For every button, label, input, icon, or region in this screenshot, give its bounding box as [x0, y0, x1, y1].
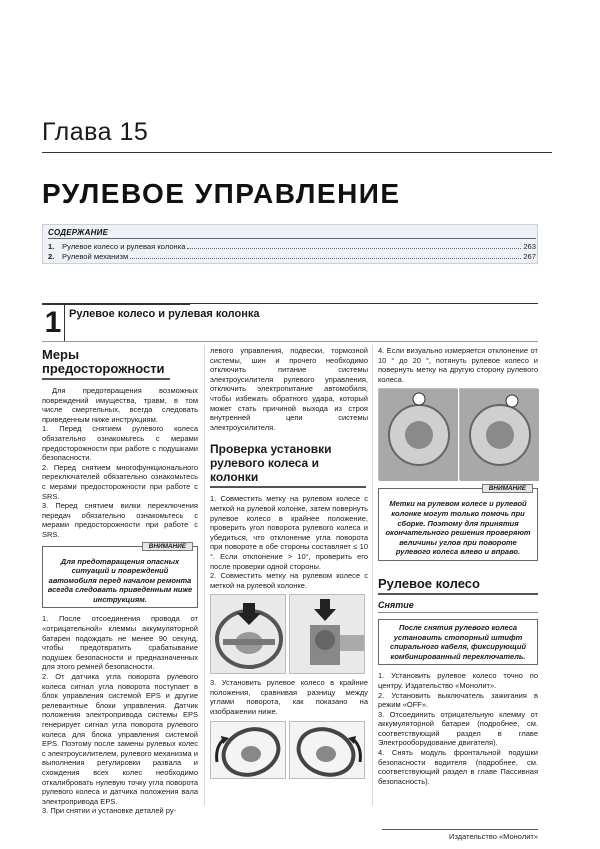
- removal-step: 4. Снять модуль фронтальной подушки безопасности водителя (подробнее, см. соответствующий раздел в главе Пассивная безопасность).: [378, 748, 538, 786]
- precaution-item: 1. Перед снятием рулевого колеса обязательно ознакомьтесь с мерами предосторожности при работе с подушками безопасности.: [42, 424, 198, 463]
- column-2: [210, 346, 368, 779]
- toc-heading: СОДЕРЖАНИЕ: [48, 228, 109, 237]
- removal-subheading: Снятие: [378, 599, 414, 610]
- note-box: [378, 619, 538, 665]
- section-divider: [64, 305, 65, 341]
- procedure-step: 1. После отсоединения провода от «отрицательной» клеммы аккумуляторной батареи подождать не менее 90 секунд, чтобы предотвратить срабатывание подушек безопасности и предназначенных для этого ремней безопасности.: [42, 614, 198, 672]
- column-separator: [204, 345, 205, 805]
- check-step: 1. Совместить метку на рулевом колесе с меткой на рулевой колонке, затем повернуть рулевое колесо в крайнее положение, проверить угол поворота рулевого колеса и убедиться, что отклонение угла поворота при повороте в обе стороны составляет ≤ 10 °. Если отклонение > 10°, проверить его после проверки одной стороны.: [210, 494, 368, 571]
- section-underline: [42, 341, 538, 342]
- publisher-footer: Издательство «Монолит»: [449, 832, 538, 841]
- column-separator: [372, 345, 373, 805]
- warning-tag: ВНИМАНИЕ: [142, 542, 193, 551]
- heading-underline: [378, 593, 538, 595]
- warning-text: Для предотвращения опасных ситуаций и повреждений автомобиля перед началом ремонта всегда следовать приведенным ниже инструкциям.: [47, 556, 193, 604]
- steering-wheel-heading: Рулевое колесо: [378, 575, 480, 591]
- removal-step: 3. Отсоединить отрицательную клемму от аккумуляторной батареи (подробнее, см. соответствующий раздел в главе Электрооборудование двигателя).: [378, 709, 538, 748]
- warning-tag: ВНИМАНИЕ: [482, 484, 533, 493]
- footer-divider: [382, 829, 538, 830]
- check-step: 4. Если визуально измеряется отклонение от 10 ° до 20 °, потянуть рулевое колесо и повернуть метку на другую сторону рулевого колеса.: [378, 346, 538, 384]
- toc-item[interactable]: [48, 252, 536, 261]
- precautions-heading-line1: Меры: [42, 347, 80, 362]
- warning-box: [378, 485, 538, 561]
- figure-row-3: [378, 388, 538, 480]
- steering-column-figure: [289, 594, 365, 674]
- toc-item-label: Рулевое колесо и рулевая колонка: [62, 242, 186, 251]
- warning-box: [42, 542, 198, 609]
- check-heading: Проверка установки рулевого колеса и колонки: [210, 442, 332, 485]
- removal-step: 2. Установить выключатель зажигания в режим «OFF».: [378, 690, 538, 710]
- toc-item-page: 267: [523, 252, 536, 261]
- chapter-label: Глава 15: [42, 118, 149, 146]
- subheading-underline: [378, 612, 538, 613]
- marks-left-figure: [378, 388, 457, 480]
- page-title: РУЛЕВОЕ УПРАВЛЕНИЕ: [42, 178, 401, 209]
- removal-step: 1. Установить рулевое колесо точно по центру. Издательство «Монолит».: [378, 671, 538, 690]
- section-number: 1: [44, 306, 62, 339]
- heading-underline: [42, 378, 170, 380]
- procedure-step: 3. При снятии и установке деталей ру-: [42, 806, 177, 816]
- figure-row-1: [210, 594, 368, 674]
- figure-row-2: [210, 721, 368, 779]
- toc-leader: [187, 243, 521, 249]
- check-step: 2. Совместить метку на рулевом колесе с меткой на рулевой колонке.: [210, 571, 368, 590]
- intro-paragraph: Для предотвращения возможных повреждений имущества, травм, в том числе смертельных, всегда следовать приведенным ниже инструкциям.: [42, 386, 198, 424]
- continued-paragraph: левого управления, подвески, тормозной системы, шин и прочего необходимо отключить питание системы электроусилителя рулевого управления, отключить электропитание автомобиля, чтобы избежать обратного удара, который может стать причиной выхода из строя внутренней цепи системы электроусилителя.: [210, 346, 368, 432]
- wheel-right-figure: [289, 721, 365, 779]
- toc-leader: [130, 253, 521, 259]
- check-step: 3. Установить рулевое колесо в крайние положения, сравнивая разницу между углами поворота, как показано на изображении ниже.: [210, 678, 368, 717]
- note-text: После снятия рулевого колеса установить стопорный штифт спирального кабеля, фиксирующий комбинированный переключатель.: [389, 622, 527, 661]
- removal-steps: [378, 671, 538, 786]
- column-1: [42, 348, 198, 816]
- header-divider: [42, 152, 552, 153]
- precaution-item: 3. Перед снятием вилки переключения передач обязательно ознакомьтесь с мерами предосторожности при работе с SRS.: [42, 501, 198, 539]
- column-3: [378, 346, 538, 786]
- procedure-step: 2. От датчика угла поворота рулевого колеса сигнал угла поворота поступает в блок управления системой EPS и другие релевантные блоки управления. Датчик положения электропривода системы EPS генерирует сигнал угла поворота рулевого колеса для блока управления системой EPS. Поэтому после замены рулевых колес с электроусилителем, рулевого механизма и выполнения регулировки развала и схождения всех колес необходимо откалибровать нулевую точку угла поворота рулевого колеса и датчика положения вала электропривода EPS.: [42, 672, 198, 806]
- precautions-heading-line2: предосторожности: [42, 361, 165, 376]
- toc-item-label: Рулевой механизм: [62, 252, 129, 261]
- wheel-left-figure: [210, 721, 286, 779]
- toc-item-page: 263: [523, 242, 536, 251]
- warning-text: Метки на рулевом колесе и рулевой колонке могут только помочь при сборке. Поэтому для принятия окончательного решения проверяют величины углов при повороте рулевого колеса влево и вправо.: [385, 499, 531, 557]
- toc-item[interactable]: [48, 242, 536, 251]
- toc-item-num: 1.: [48, 242, 55, 251]
- precaution-item: 2. Перед снятием многофункционального переключателей обязательно ознакомьтесь с мерами предосторожности при работе с SRS.: [42, 462, 198, 501]
- section-rule: [190, 303, 538, 304]
- toc-divider: [48, 238, 536, 239]
- section-title: Рулевое колесо и рулевая колонка: [69, 308, 260, 320]
- marks-right-figure: [459, 388, 538, 480]
- toc-item-num: 2.: [48, 252, 55, 261]
- heading-underline: [210, 486, 366, 488]
- steering-wheel-figure: [210, 594, 286, 674]
